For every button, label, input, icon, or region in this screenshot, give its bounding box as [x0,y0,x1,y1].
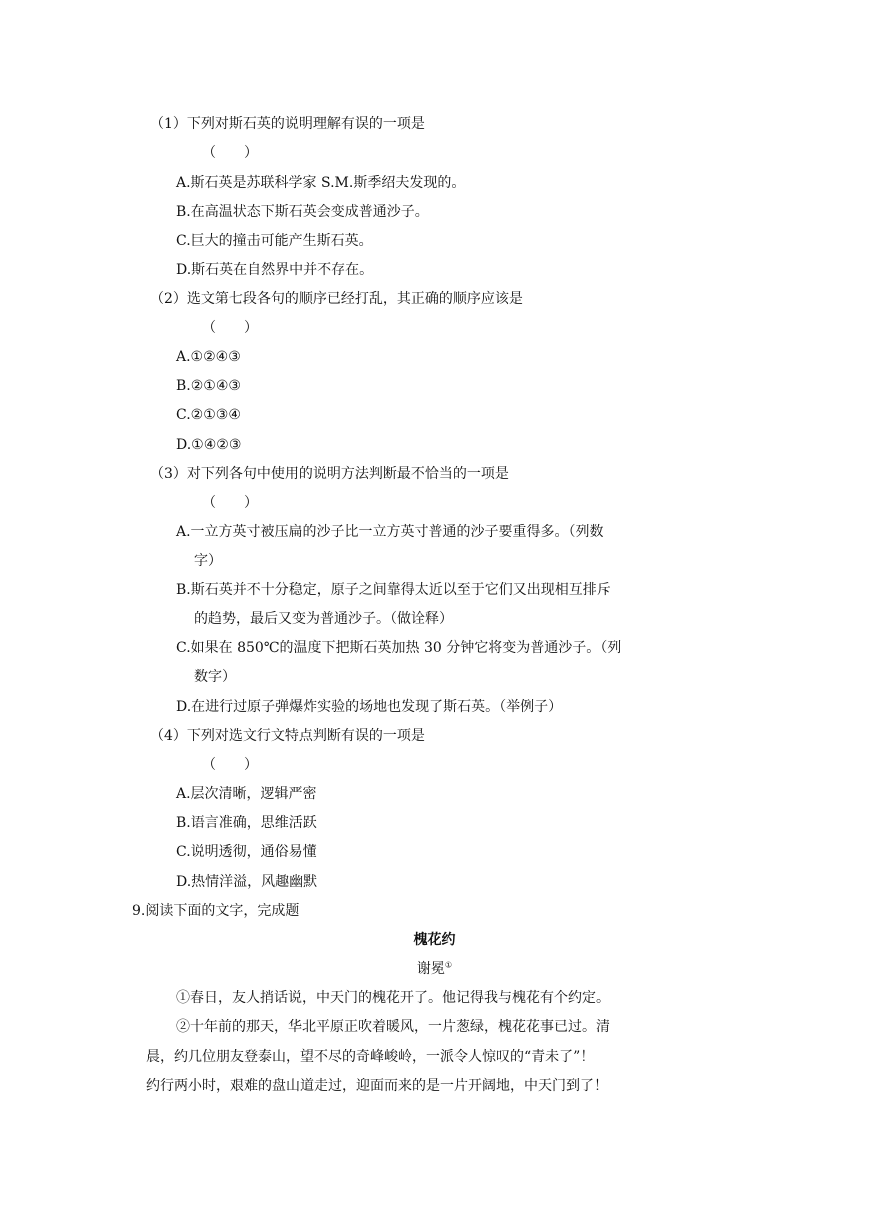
question-2-stem: （2）选文第七段各句的顺序已经打乱，其正确的顺序应该是 [150,291,523,307]
question-2-answer-blank: （ ） [202,320,258,336]
question-3-answer-blank: （ ） [202,495,258,511]
question-3-option-c-continued: 数字） [194,669,236,685]
question-3-stem: （3）对下列各句中使用的说明方法判断最不恰当的一项是 [150,466,509,482]
question-9-heading: 9.阅读下面的文字，完成题 [132,903,300,919]
question-4-option-d: D.热情洋溢，风趣幽默 [176,874,318,890]
question-1-option-c: C.巨大的撞击可能产生斯石英。 [176,233,373,249]
passage-author [0,959,869,979]
passage-paragraph-2-line-3: 约行两小时，艰难的盘山道走过，迎面而来的是一片开阔地，中天门到了！ [146,1078,608,1094]
question-4-stem: （4）下列对选文行文特点判断有误的一项是 [150,728,425,744]
question-3-option-b: B.斯石英并不十分稳定，原子之间靠得太近以至于它们又出现相互排斥 [176,582,611,598]
question-2-option-c: C.②①③④ [176,407,241,423]
question-1-option-b: B.在高温状态下斯石英会变成普通沙子。 [176,204,429,220]
question-3-option-b-continued: 的趋势，最后又变为普通沙子。（做诠释） [194,611,453,627]
question-4-option-a: A.层次清晰，逻辑严密 [176,786,317,802]
question-4-option-c: C.说明透彻，通俗易懂 [176,844,317,860]
question-1-option-d: D.斯石英在自然界中并不存在。 [176,262,374,278]
question-1-option-a: A.斯石英是苏联科学家 S.M.斯季绍夫发现的。 [176,175,466,191]
passage-paragraph-1: ①春日，友人捎话说，中天门的槐花开了。他记得我与槐花有个约定。 [176,990,610,1006]
question-3-option-a-continued: 字） [194,553,222,569]
question-2-option-b: B.②①④③ [176,378,241,394]
question-4-option-b: B.语言准确，思维活跃 [176,815,317,831]
question-3-option-d: D.在进行过原子弹爆炸实验的场地也发现了斯石英。（举例子） [176,699,563,715]
passage-paragraph-2-line-2: 晨，约几位朋友登泰山，望不尽的奇峰峻岭，一派令人惊叹的“青未了”！ [146,1049,595,1065]
question-4-answer-blank: （ ） [202,757,258,773]
passage-title: 槐花约 [413,932,456,948]
question-2-option-d: D.①④②③ [176,437,242,453]
author-name: 谢冕 [416,961,445,977]
question-3-option-a: A.一立方英寸被压扁的沙子比一立方英寸普通的沙子要重得多。（列数 [176,524,604,540]
passage-paragraph-2: ②十年前的那天，华北平原正吹着暖风，一片葱绿，槐花花事已过。清 [176,1019,610,1035]
question-3-option-c: C.如果在 850℃的温度下把斯石英加热 30 分钟它将变为普通沙子。（列 [176,640,622,656]
question-2-option-a: A.①②④③ [176,349,241,365]
question-1-answer-blank: （ ） [202,145,258,161]
author-footnote-mark: ① [444,960,453,970]
question-1-stem: （1）下列对斯石英的说明理解有误的一项是 [150,116,425,132]
